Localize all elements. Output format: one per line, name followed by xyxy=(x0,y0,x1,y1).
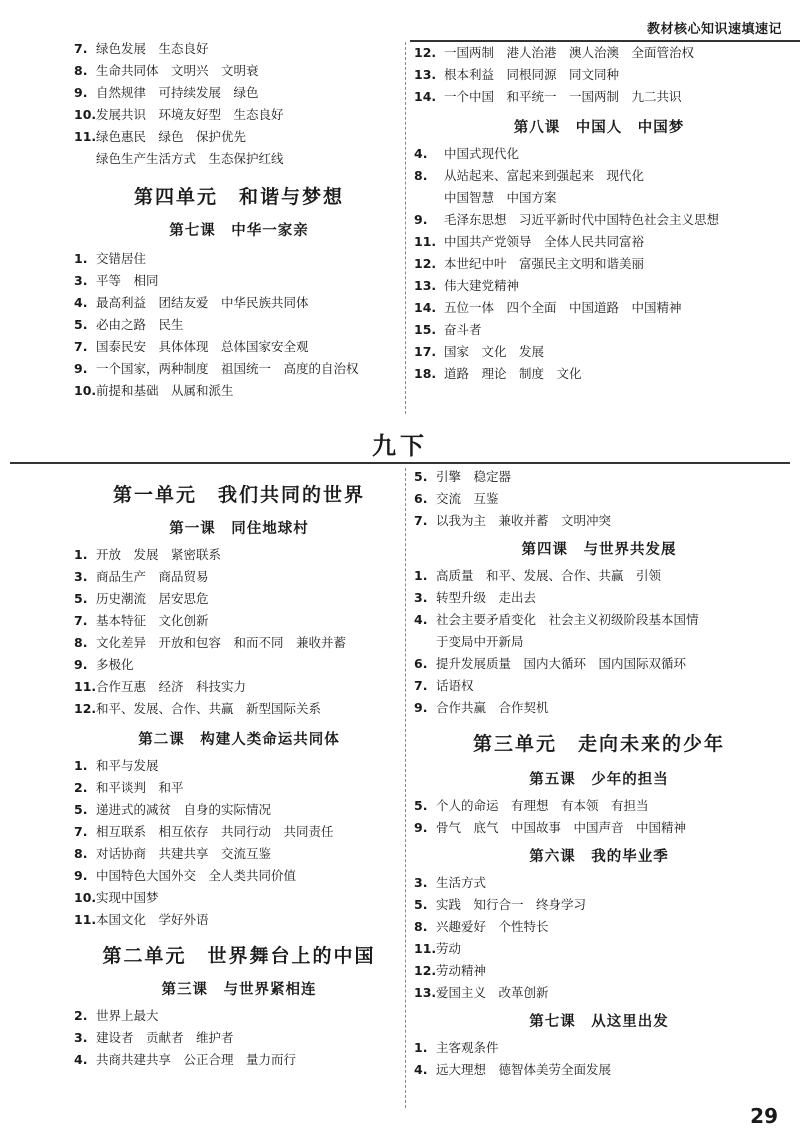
item-number: 8. xyxy=(414,919,428,934)
item-number: 3. xyxy=(74,1030,88,1045)
item-text: 伟大建党精神 xyxy=(444,278,520,293)
item-number: 9. xyxy=(74,85,88,100)
item-text: 绿色生产生活方式 生态保护红线 xyxy=(96,151,284,166)
item-text: 提升发展质量 国内大循环 国内国际双循环 xyxy=(436,656,687,671)
item-number: 11. xyxy=(414,941,437,956)
list-item xyxy=(74,270,404,292)
item-text: 于变局中开新局 xyxy=(436,634,524,649)
unit-title: 第四单元 和谐与梦想 xyxy=(133,186,344,208)
item-number: 12. xyxy=(414,256,437,271)
item-number: 13. xyxy=(414,985,437,1000)
list-item xyxy=(74,799,404,821)
list-item xyxy=(414,231,784,253)
column-divider xyxy=(405,42,406,414)
list-item xyxy=(414,1059,784,1081)
list-item xyxy=(414,653,784,675)
item-text: 商品生产 商品贸易 xyxy=(96,569,209,584)
item-text: 绿色惠民 绿色 保护优先 xyxy=(96,129,247,144)
item-text: 国泰民安 具体体现 总体国家安全观 xyxy=(96,339,309,354)
item-number: 1. xyxy=(74,758,88,773)
list-item xyxy=(74,60,404,82)
list-item xyxy=(414,982,784,1004)
list-item xyxy=(414,42,784,64)
item-number: 18. xyxy=(414,366,437,381)
item-text: 发展共识 环境友好型 生态良好 xyxy=(96,107,284,122)
lesson7b-list xyxy=(414,1037,784,1081)
item-number: 2. xyxy=(74,780,88,795)
item-number: 10. xyxy=(74,890,97,905)
item-text: 实现中国梦 xyxy=(96,890,159,905)
item-number: 4. xyxy=(74,1052,88,1067)
item-text: 和平与发展 xyxy=(96,758,159,773)
item-text: 建设者 贡献者 维护者 xyxy=(96,1030,234,1045)
lesson7-list xyxy=(74,248,404,402)
item-text: 共商共建共享 公正合理 量力而行 xyxy=(96,1052,297,1067)
lesson6-list xyxy=(414,872,784,1004)
list-item xyxy=(74,654,404,676)
item-text: 一个国家，两种制度 祖国统一 高度的自治权 xyxy=(96,361,359,376)
lesson-title: 第七课 从这里出发 xyxy=(529,1014,669,1030)
item-text: 中国式现代化 xyxy=(444,146,520,161)
list-item xyxy=(414,938,784,960)
item-text: 兴趣爱好 个性特长 xyxy=(436,919,549,934)
item-text: 劳动精神 xyxy=(436,963,487,978)
list-item xyxy=(414,165,784,187)
list-item xyxy=(414,363,784,385)
item-text: 爱国主义 改革创新 xyxy=(436,985,549,1000)
item-number: 9. xyxy=(414,820,428,835)
item-text: 从站起来、富起来到强起来 现代化 xyxy=(444,168,645,183)
list-item xyxy=(414,609,784,631)
list-item xyxy=(414,795,784,817)
item-text: 对话协商 共建共享 交流互鉴 xyxy=(96,846,272,861)
lesson-title: 第六课 我的毕业季 xyxy=(529,849,669,865)
item-number: 5. xyxy=(414,798,428,813)
grade-rule xyxy=(10,462,790,464)
item-text: 合作互惠 经济 科技实力 xyxy=(96,679,247,694)
item-number: 12. xyxy=(74,701,97,716)
item-text: 奋斗者 xyxy=(444,322,482,337)
item-text: 中国特色大国外交 全人类共同价值 xyxy=(96,868,297,883)
list-item xyxy=(74,610,404,632)
item-text: 和平谈判 和平 xyxy=(96,780,184,795)
list-item xyxy=(74,887,404,909)
item-text: 生命共同体 文明兴 文明衰 xyxy=(96,63,259,78)
unit-title: 第一单元 我们共同的世界 xyxy=(112,484,365,506)
list-item xyxy=(414,86,784,108)
item-text: 远大理想 德智体美劳全面发展 xyxy=(436,1062,612,1077)
list-item xyxy=(74,248,404,270)
top-right-list xyxy=(414,42,784,108)
list-item xyxy=(74,104,404,126)
item-text: 实践 知行合一 终身学习 xyxy=(436,897,587,912)
list-item xyxy=(414,187,784,209)
item-number: 8. xyxy=(74,63,88,78)
item-text: 开放 发展 紧密联系 xyxy=(96,547,222,562)
list-item xyxy=(74,358,404,380)
lesson-title: 第五课 少年的担当 xyxy=(529,772,669,788)
item-text: 一国两制 港人治港 澳人治澳 全面管治权 xyxy=(444,45,695,60)
list-item xyxy=(414,488,784,510)
item-text: 本国文化 学好外语 xyxy=(96,912,209,927)
item-number: 7. xyxy=(414,513,428,528)
list-item xyxy=(414,143,784,165)
list-item xyxy=(414,253,784,275)
item-number: 8. xyxy=(414,168,428,183)
lesson-title: 第七课 中华一家亲 xyxy=(169,223,309,239)
item-number: 11. xyxy=(74,912,97,927)
item-number: 3. xyxy=(74,569,88,584)
item-text: 递进式的减贫 自身的实际情况 xyxy=(96,802,272,817)
list-item xyxy=(74,566,404,588)
item-number: 1. xyxy=(414,1040,428,1055)
item-number: 1. xyxy=(74,251,88,266)
list-item xyxy=(414,697,784,719)
item-number: 4. xyxy=(414,146,428,161)
list-item xyxy=(74,292,404,314)
list-item xyxy=(414,894,784,916)
list-item xyxy=(74,777,404,799)
list-item xyxy=(74,126,404,148)
item-number: 1. xyxy=(414,568,428,583)
lesson-title: 第三课 与世界紧相连 xyxy=(161,982,317,998)
item-number: 14. xyxy=(414,89,437,104)
item-text: 合作共赢 合作契机 xyxy=(436,700,549,715)
item-number: 17. xyxy=(414,344,437,359)
list-item xyxy=(74,909,404,931)
list-item xyxy=(414,466,784,488)
item-text: 平等 相同 xyxy=(96,273,159,288)
item-number: 8. xyxy=(74,635,88,650)
item-text: 道路 理论 制度 文化 xyxy=(444,366,582,381)
item-text: 骨气 底气 中国故事 中国声音 中国精神 xyxy=(436,820,687,835)
item-text: 劳动 xyxy=(436,941,462,956)
item-number: 10. xyxy=(74,383,97,398)
item-number: 9. xyxy=(74,868,88,883)
item-text: 相互联系 相互依存 共同行动 共同责任 xyxy=(96,824,334,839)
list-item xyxy=(414,510,784,532)
list-item xyxy=(74,755,404,777)
item-number: 6. xyxy=(414,491,428,506)
item-text: 必由之路 民生 xyxy=(96,317,184,332)
list-item xyxy=(74,38,404,60)
list-item xyxy=(74,843,404,865)
list-item xyxy=(414,565,784,587)
grade-title: 九下 xyxy=(372,432,428,460)
list-item xyxy=(74,1049,404,1071)
top-right-column xyxy=(414,42,784,385)
item-number: 13. xyxy=(414,278,437,293)
item-number: 9. xyxy=(74,361,88,376)
column-divider xyxy=(405,468,406,1108)
lesson1-list xyxy=(74,544,404,720)
top-left-list xyxy=(74,38,404,170)
lesson2-list xyxy=(74,755,404,931)
list-item xyxy=(74,676,404,698)
item-text: 世界上最大 xyxy=(96,1008,159,1023)
item-number: 7. xyxy=(414,678,428,693)
list-item xyxy=(74,336,404,358)
list-item xyxy=(414,817,784,839)
item-number: 5. xyxy=(74,802,88,817)
list-item xyxy=(414,275,784,297)
list-item xyxy=(414,1037,784,1059)
list-item xyxy=(74,698,404,720)
item-text: 交错居住 xyxy=(96,251,147,266)
list-item xyxy=(74,821,404,843)
lesson-title: 第二课 构建人类命运共同体 xyxy=(138,732,340,748)
item-number: 7. xyxy=(74,824,88,839)
top-left-column xyxy=(74,38,404,402)
list-item xyxy=(74,1027,404,1049)
list-item xyxy=(74,588,404,610)
item-text: 引擎 稳定器 xyxy=(436,469,512,484)
item-number: 5. xyxy=(74,317,88,332)
item-number: 7. xyxy=(74,41,88,56)
item-number: 9. xyxy=(74,657,88,672)
lesson3-list xyxy=(74,1005,404,1071)
item-number: 14. xyxy=(414,300,437,315)
item-number: 12. xyxy=(414,45,437,60)
item-number: 10. xyxy=(74,107,97,122)
item-text: 中国共产党领导 全体人民共同富裕 xyxy=(444,234,645,249)
item-number: 4. xyxy=(414,612,428,627)
item-text: 前提和基础 从属和派生 xyxy=(96,383,234,398)
item-number: 9. xyxy=(414,700,428,715)
list-item xyxy=(74,544,404,566)
lesson4-list xyxy=(414,565,784,719)
item-text: 话语权 xyxy=(436,678,474,693)
list-item xyxy=(74,148,404,170)
item-number: 1. xyxy=(74,547,88,562)
item-text: 中国智慧 中国方案 xyxy=(444,190,557,205)
item-number: 3. xyxy=(414,590,428,605)
item-number: 9. xyxy=(414,212,428,227)
item-text: 自然规律 可持续发展 绿色 xyxy=(96,85,259,100)
list-item xyxy=(74,82,404,104)
list-item xyxy=(414,916,784,938)
bottom-left-column xyxy=(74,476,404,1071)
item-text: 社会主要矛盾变化 社会主义初级阶段基本国情 xyxy=(436,612,699,627)
item-number: 6. xyxy=(414,656,428,671)
list-item xyxy=(414,675,784,697)
item-number: 7. xyxy=(74,613,88,628)
item-text: 毛泽东思想 习近平新时代中国特色社会主义思想 xyxy=(444,212,720,227)
item-number: 5. xyxy=(414,897,428,912)
item-text: 生活方式 xyxy=(436,875,487,890)
item-text: 个人的命运 有理想 有本领 有担当 xyxy=(436,798,649,813)
item-text: 历史潮流 居安思危 xyxy=(96,591,209,606)
item-text: 最高利益 团结友爱 中华民族共同体 xyxy=(96,295,309,310)
item-number: 11. xyxy=(74,129,97,144)
unit-title: 第二单元 世界舞台上的中国 xyxy=(102,945,376,967)
item-text: 和平、发展、合作、共赢 新型国际关系 xyxy=(96,701,322,716)
item-number: 8. xyxy=(74,846,88,861)
bottom-right-column xyxy=(414,466,784,1081)
item-text: 高质量 和平、发展、合作、共赢 引领 xyxy=(436,568,662,583)
lesson-title: 第一课 同住地球村 xyxy=(169,521,309,537)
list-item xyxy=(74,380,404,402)
item-text: 文化差异 开放和包容 和而不同 兼收并蓄 xyxy=(96,635,347,650)
list-item xyxy=(414,587,784,609)
item-number: 5. xyxy=(414,469,428,484)
item-number: 12. xyxy=(414,963,437,978)
list-item xyxy=(414,64,784,86)
bottom-right-list xyxy=(414,466,784,532)
list-item xyxy=(414,960,784,982)
lesson-title: 第八课 中国人 中国梦 xyxy=(513,120,685,136)
list-item xyxy=(74,1005,404,1027)
item-number: 11. xyxy=(74,679,97,694)
item-text: 本世纪中叶 富强民主文明和谐美丽 xyxy=(444,256,645,271)
list-item xyxy=(74,865,404,887)
lesson5-list xyxy=(414,795,784,839)
item-number: 7. xyxy=(74,339,88,354)
list-item xyxy=(414,209,784,231)
list-item xyxy=(74,314,404,336)
item-number: 2. xyxy=(74,1008,88,1023)
item-text: 五位一体 四个全面 中国道路 中国精神 xyxy=(444,300,682,315)
item-text: 一个中国 和平统一 一国两制 九二共识 xyxy=(444,89,682,104)
item-number: 11. xyxy=(414,234,437,249)
item-text: 多极化 xyxy=(96,657,134,672)
list-item xyxy=(74,632,404,654)
item-number: 4. xyxy=(414,1062,428,1077)
list-item xyxy=(414,319,784,341)
list-item xyxy=(414,341,784,363)
list-item xyxy=(414,872,784,894)
item-text: 基本特征 文化创新 xyxy=(96,613,209,628)
item-text: 主客观条件 xyxy=(436,1040,499,1055)
item-number: 5. xyxy=(74,591,88,606)
item-text: 绿色发展 生态良好 xyxy=(96,41,209,56)
item-number: 13. xyxy=(414,67,437,82)
item-number: 3. xyxy=(414,875,428,890)
item-text: 交流 互鉴 xyxy=(436,491,499,506)
item-number: 3. xyxy=(74,273,88,288)
item-text: 国家 文化 发展 xyxy=(444,344,545,359)
item-number: 4. xyxy=(74,295,88,310)
list-item xyxy=(414,631,784,653)
item-text: 根本利益 同根同源 同文同种 xyxy=(444,67,620,82)
unit-title: 第三单元 走向未来的少年 xyxy=(472,733,725,755)
header-tag: 教材核心知识速填速记 xyxy=(646,22,782,37)
item-text: 以我为主 兼收并蓄 文明冲突 xyxy=(436,513,612,528)
page-number: 29 xyxy=(750,1104,778,1128)
lesson8-list xyxy=(414,143,784,385)
lesson-title: 第四课 与世界共发展 xyxy=(521,542,677,558)
item-text: 转型升级 走出去 xyxy=(436,590,537,605)
list-item xyxy=(414,297,784,319)
item-number: 15. xyxy=(414,322,437,337)
